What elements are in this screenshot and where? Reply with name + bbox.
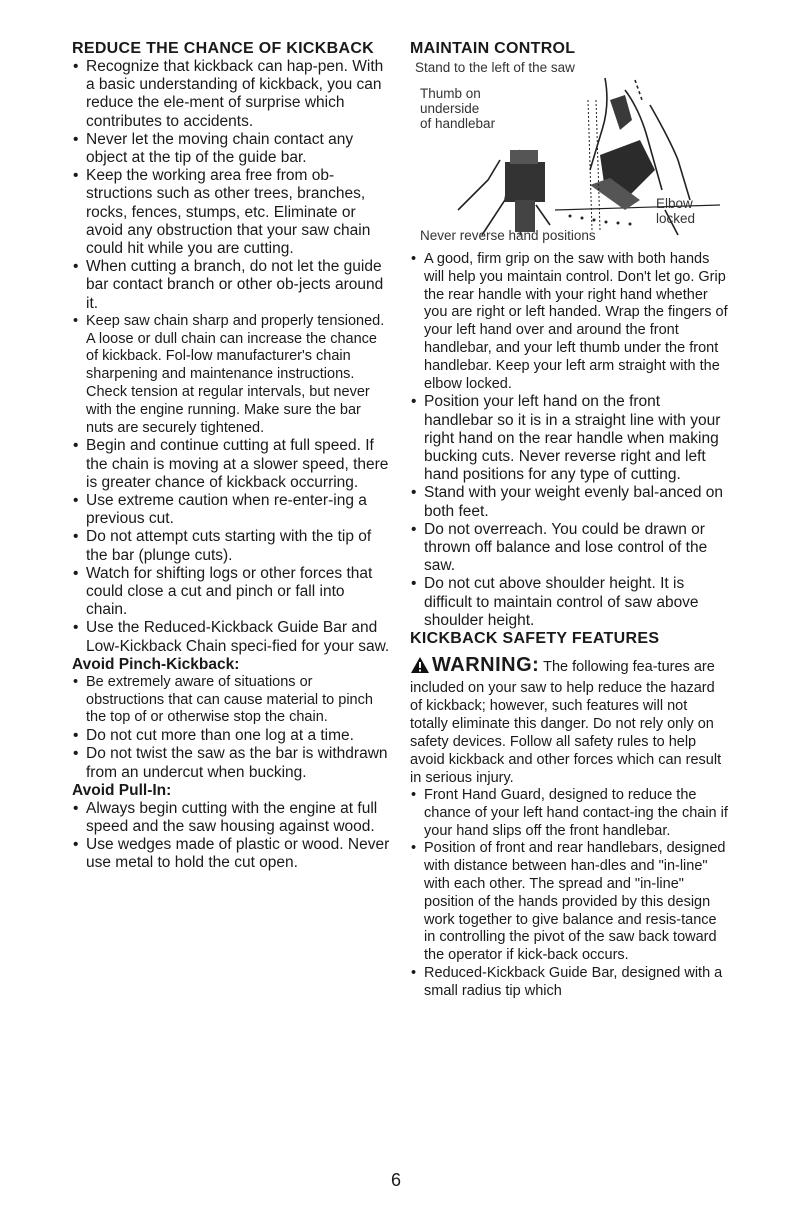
- maintain-control-heading: MAINTAIN CONTROL: [410, 40, 576, 57]
- hand-position-figure: [410, 60, 728, 245]
- list-item: • Stand with your weight evenly bal-anced on both feet.: [410, 484, 728, 520]
- warning-label: WARNING:: [432, 654, 540, 677]
- list-item: • Reduced-Kickback Guide Bar, designed with a small radius tip which: [410, 965, 728, 1001]
- list-item: • Do not cut above shoulder height. It is difficult to maintain control of saw above shoulder height.: [410, 575, 728, 630]
- list-item: • Do not overreach. You could be drawn or thrown off balance and lose control of the saw.: [410, 521, 728, 576]
- warning-triangle-icon: [410, 656, 430, 679]
- figure-top-caption: Stand to the left of the saw: [415, 60, 575, 75]
- list-item: • Do not twist the saw as the bar is withdrawn from an undercut when bucking.: [72, 745, 390, 781]
- list-item: • Never let the moving chain contact any object at the tip of the guide bar.: [72, 131, 390, 167]
- list-item: • Use wedges made of plastic or wood. Never use metal to hold the cut open.: [72, 836, 390, 872]
- avoid-pinch-heading: Avoid Pinch-Kickback:: [72, 655, 240, 673]
- list-item: • Position your left hand on the front handlebar so it is in a straight line with your right hand on the rear handle when making bucking cuts. Never reverse right and left hand positions for any type of cutting.: [410, 393, 728, 484]
- list-item: • When cutting a branch, do not let the guide bar contact branch or other ob-jects around it.: [72, 258, 390, 313]
- right-column: [410, 40, 728, 1001]
- warning-text: The following fea-tures are included on your saw to help reduce the hazard of kickback; however, such features will not totally eliminate this danger. Do not rely only on safety devices. Follow all safety rules to help avoid kickback and other forces which can result in serious injury.: [410, 659, 722, 787]
- warning-paragraph: [410, 656, 728, 787]
- list-item: • Watch for shifting logs or other forces that could close a cut and pinch or fall into chain.: [72, 565, 390, 620]
- list-item: • A good, firm grip on the saw with both hands will help you maintain control. Don't let go. Grip the rear handle with your right hand whether you are right or left handed. Wrap the fingers of your left hand over and around the front handlebar, and your left thumb under the front handlebar. Keep your left arm straight with the elbow locked.: [410, 251, 728, 393]
- list-item: • Do not cut more than one log at a time.: [72, 727, 390, 745]
- control-tips-list: [410, 251, 728, 630]
- reduce-kickback-heading: REDUCE THE CHANCE OF KICKBACK: [72, 40, 375, 57]
- list-item: • Use the Reduced-Kickback Guide Bar and Low-Kickback Chain speci-fied for your saw.: [72, 619, 390, 655]
- list-item: • Begin and continue cutting at full speed. If the chain is moving at a slower speed, there is greater chance of kickback occurring.: [72, 437, 390, 492]
- left-column: [72, 40, 390, 873]
- list-item: • Do not attempt cuts starting with the tip of the bar (plunge cuts).: [72, 528, 390, 564]
- pull-in-tips-list: [72, 800, 390, 873]
- avoid-pull-in-heading: Avoid Pull-In:: [72, 781, 172, 799]
- list-item: • Use extreme caution when re-enter-ing a previous cut.: [72, 492, 390, 528]
- list-item: • Be extremely aware of situations or obstructions that can cause material to pinch the top of or otherwise stop the chain.: [72, 674, 390, 727]
- list-item: • Recognize that kickback can hap-pen. With a basic understanding of kickback, you can reduce the ele-ment of surprise which contributes to accidents.: [72, 58, 390, 131]
- thumb-label: Thumb on underside of handlebar: [420, 86, 496, 131]
- list-item: • Front Hand Guard, designed to reduce the chance of your left hand contact-ing the chain if your hand slips off the front handlebar.: [410, 787, 728, 840]
- elbow-label: Elbow locked: [656, 196, 696, 226]
- page-number: 6: [390, 1170, 401, 1190]
- list-item: • Always begin cutting with the engine at full speed and the saw housing against wood.: [72, 800, 390, 836]
- kickback-safety-features-heading: KICKBACK SAFETY FEATURES: [410, 630, 660, 648]
- list-item: • Keep the working area free from ob-structions such as other trees, branches, rocks, fences, stumps, etc. Eliminate or avoid any obstruction that your saw chain could hit while you are cutting.: [72, 167, 390, 258]
- list-item: • Position of front and rear handlebars, designed with distance between han-dles and "in-line" with each other. The spread and "in-line" position of the hands provided by this design work together to give balance and resis-tance in controlling the pivot of the saw back toward the operator if kick-back occurs.: [410, 840, 728, 965]
- kickback-tips-list: [72, 58, 390, 656]
- figure-bottom-caption: Never reverse hand positions: [420, 228, 596, 243]
- safety-features-list: [410, 787, 728, 1001]
- pinch-tips-list: [72, 674, 390, 782]
- list-item: • Keep saw chain sharp and properly tensioned. A loose or dull chain can increase the chance of kickback. Fol-low manufacturer's chain sharpening and maintenance instructions. Check tension at regular intervals, but never with the engine running. Make sure the bar nuts are securely tightened.: [72, 313, 390, 438]
